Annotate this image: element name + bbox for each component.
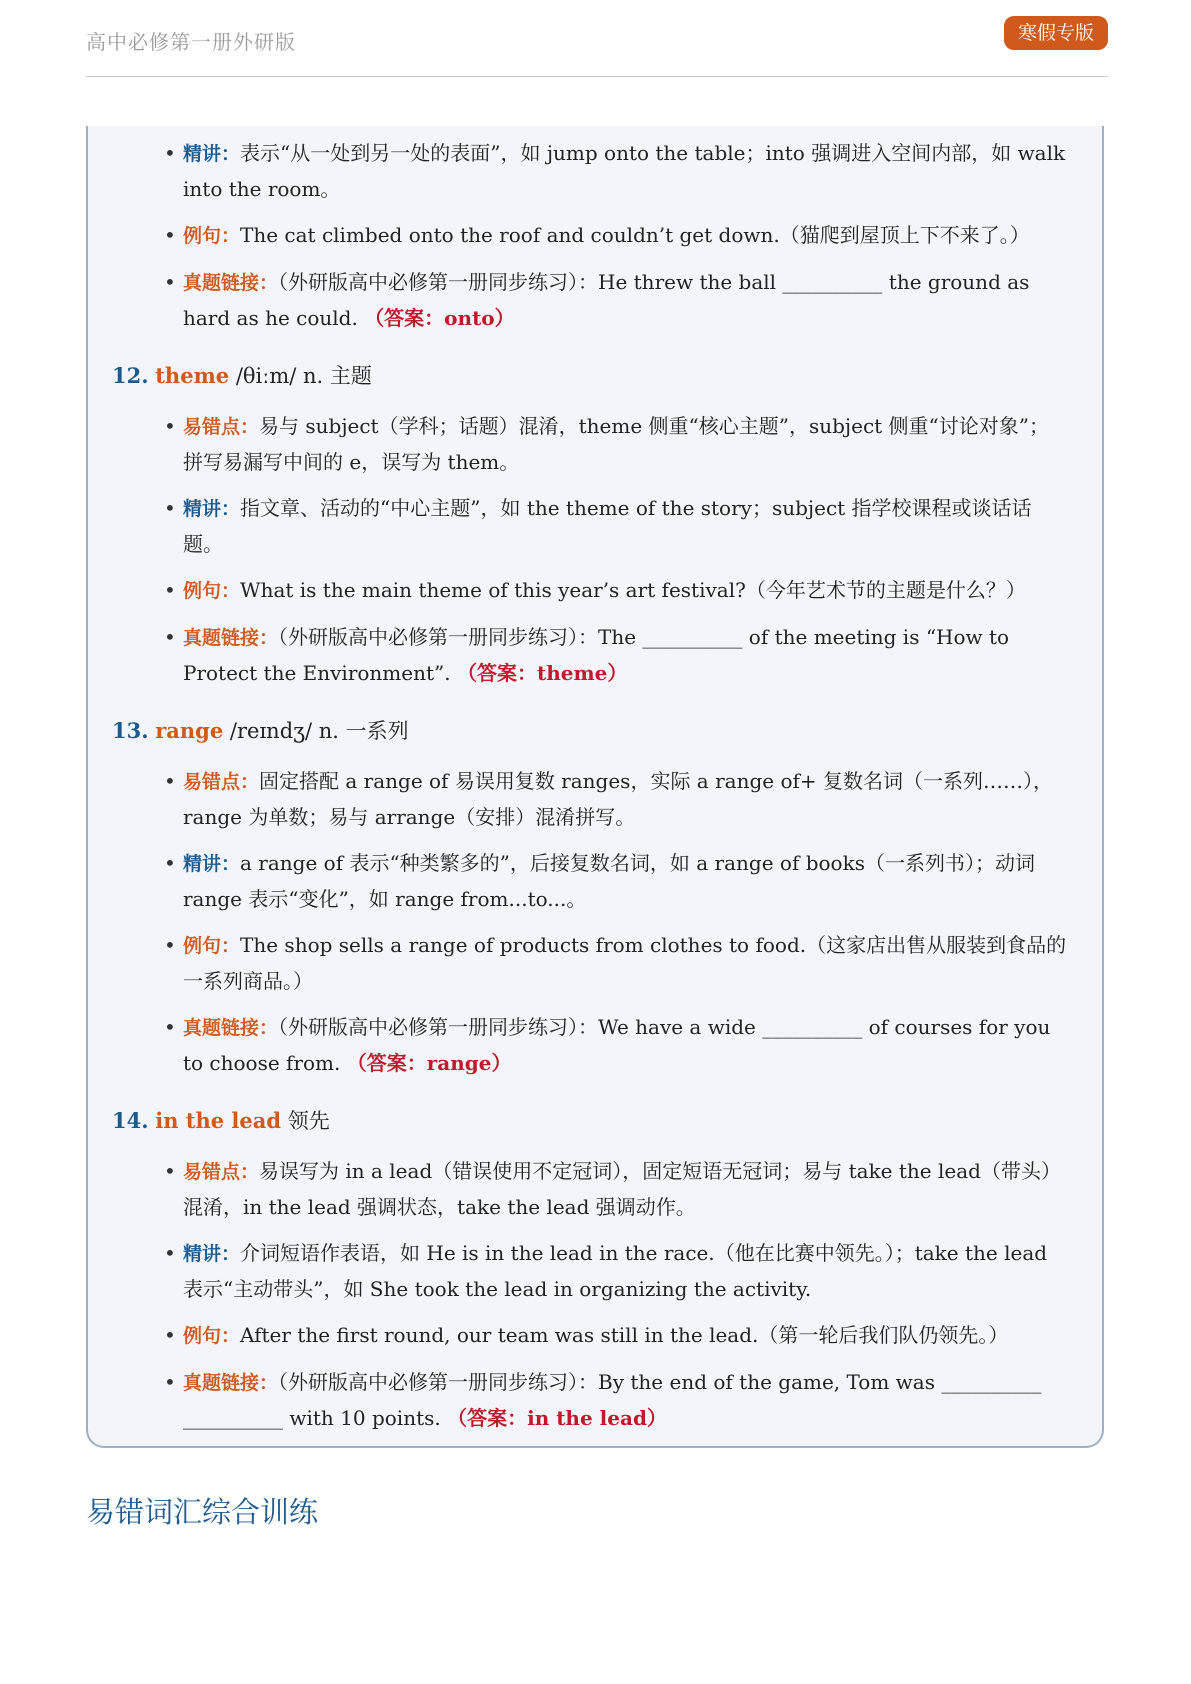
exam-label: 真题链接：: [183, 1017, 279, 1039]
example-label: 例句：: [183, 225, 241, 247]
entry-word: range: [155, 718, 224, 743]
explain-text: 指文章、活动的“中心主题”，如 the theme of the story；subject 指学校课程或谈话话题。: [183, 496, 1032, 556]
entry-13-heading: [88, 715, 1102, 747]
example-text: The shop sells a range of products from clothes to food.（这家店出售从服装到食品的一系列商品。）: [183, 933, 1067, 993]
entry-phonetic: /reɪndʒ/ n. 一系列: [229, 719, 409, 743]
exam-label: 真题链接：: [183, 1372, 279, 1394]
example-label: 例句：: [183, 935, 241, 957]
exam-text: （外研版高中必修第一册同步练习）：We have a wide __________ of courses for you to choose from.: [183, 1015, 1051, 1075]
pitfall-item: [88, 409, 1102, 480]
bullet-dot: •: [164, 141, 176, 165]
example-text: The cat climbed onto the roof and couldn’t get down.（猫爬到屋顶上下不来了。）: [240, 223, 1030, 247]
entry-13-bullets: [88, 764, 1102, 1081]
answer-text: （答案：range）: [346, 1051, 512, 1075]
exam-text: （外研版高中必修第一册同步练习）：By the end of the game, Tom was __________ __________ with 10 points.: [183, 1370, 1042, 1430]
explain-label: 精讲：: [183, 1243, 241, 1265]
entry-11-bullets: [88, 136, 1102, 336]
vocab-panel: [86, 126, 1104, 1448]
explain-label: 精讲：: [183, 498, 241, 520]
page-header: [86, 22, 1108, 77]
example-item: [88, 573, 1102, 609]
explain-item: [88, 491, 1102, 562]
explain-item: [88, 136, 1102, 207]
bullet-dot: •: [164, 270, 176, 294]
bullet-dot: •: [164, 1159, 176, 1183]
entry-14-heading: [88, 1105, 1102, 1137]
exam-item: [88, 1365, 1102, 1436]
exam-item: [88, 265, 1102, 336]
example-text: What is the main theme of this year’s art festival?（今年艺术节的主题是什么？）: [240, 578, 1026, 602]
pitfall-item: [88, 764, 1102, 835]
explain-item: [88, 846, 1102, 917]
bullet-dot: •: [164, 851, 176, 875]
bullet-dot: •: [164, 933, 176, 957]
edition-badge: 寒假专版: [1004, 16, 1108, 50]
pitfall-text: 易与 subject（学科；话题）混淆，theme 侧重“核心主题”，subject 侧重“讨论对象”；拼写易漏写中间的 e，误写为 them。: [183, 414, 1049, 474]
entry-12-bullets: [88, 409, 1102, 691]
example-label: 例句：: [183, 580, 241, 602]
exam-label: 真题链接：: [183, 627, 279, 649]
exam-text: （外研版高中必修第一册同步练习）：He threw the ball __________ the ground as hard as he could.: [183, 270, 1030, 330]
pitfall-text: 易误写为 in a lead（错误使用不定冠词），固定短语无冠词；易与 take the lead（带头）混淆，in the lead 强调状态，take the lead 强调动作。: [183, 1159, 1061, 1219]
explain-text: 表示“从一处到另一处的表面”，如 jump onto the table；into 强调进入空间内部，如 walk into the room。: [183, 141, 1066, 201]
pitfall-label: 易错点：: [183, 416, 260, 438]
pitfall-item: [88, 1154, 1102, 1225]
entry-phonetic: 领先: [287, 1109, 330, 1133]
exam-item: [88, 620, 1102, 691]
entry-14-bullets: [88, 1154, 1102, 1436]
bullet-dot: •: [164, 769, 176, 793]
section-title: 易错词汇综合训练: [86, 1495, 319, 1529]
explain-item: [88, 1236, 1102, 1307]
bullet-dot: •: [164, 578, 176, 602]
bullet-dot: •: [164, 1370, 176, 1394]
entry-phonetic: /θiːm/ n. 主题: [235, 364, 372, 388]
pitfall-label: 易错点：: [183, 771, 260, 793]
entry-number: 14.: [112, 1108, 149, 1133]
bullet-dot: •: [164, 1241, 176, 1265]
explain-label: 精讲：: [183, 143, 241, 165]
explain-text: a range of 表示“种类繁多的”，后接复数名词，如 a range of books（一系列书）；动词 range 表示“变化”，如 range from...to...。: [183, 851, 1035, 911]
explain-text: 介词短语作表语，如 He is in the lead in the race.（他在比赛中领先。）；take the lead 表示“主动带头”，如 She took the lead in organizing the activity.: [183, 1241, 1048, 1301]
entry-number: 13.: [112, 718, 149, 743]
entry-word: in the lead: [155, 1108, 282, 1133]
bullet-dot: •: [164, 414, 176, 438]
exam-label: 真题链接：: [183, 272, 279, 294]
example-text: After the first round, our team was still in the lead.（第一轮后我们队仍领先。）: [240, 1323, 1009, 1347]
entry-number: 12.: [112, 363, 149, 388]
bullet-dot: •: [164, 1015, 176, 1039]
book-title: 高中必修第一册外研版: [86, 30, 296, 54]
bullet-dot: •: [164, 223, 176, 247]
pitfall-text: 固定搭配 a range of 易误用复数 ranges，实际 a range of+ 复数名词（一系列……），range 为单数；易与 arrange（安排）混淆拼写。: [183, 769, 1053, 829]
pitfall-label: 易错点：: [183, 1161, 260, 1183]
entry-word: theme: [155, 363, 230, 388]
explain-label: 精讲：: [183, 853, 241, 875]
example-item: [88, 1318, 1102, 1354]
answer-text: （答案：onto）: [364, 306, 515, 330]
answer-text: （答案：theme）: [456, 661, 628, 685]
exam-item: [88, 1010, 1102, 1081]
bullet-dot: •: [164, 1323, 176, 1347]
bullet-dot: •: [164, 625, 176, 649]
bullet-dot: •: [164, 496, 176, 520]
exam-text: （外研版高中必修第一册同步练习）：The __________ of the meeting is “How to Protect the Environment”.: [183, 625, 1010, 685]
example-item: [88, 928, 1102, 999]
example-item: [88, 218, 1102, 254]
entry-12-heading: [88, 360, 1102, 392]
answer-text: （答案：in the lead）: [447, 1406, 667, 1430]
example-label: 例句：: [183, 1325, 241, 1347]
